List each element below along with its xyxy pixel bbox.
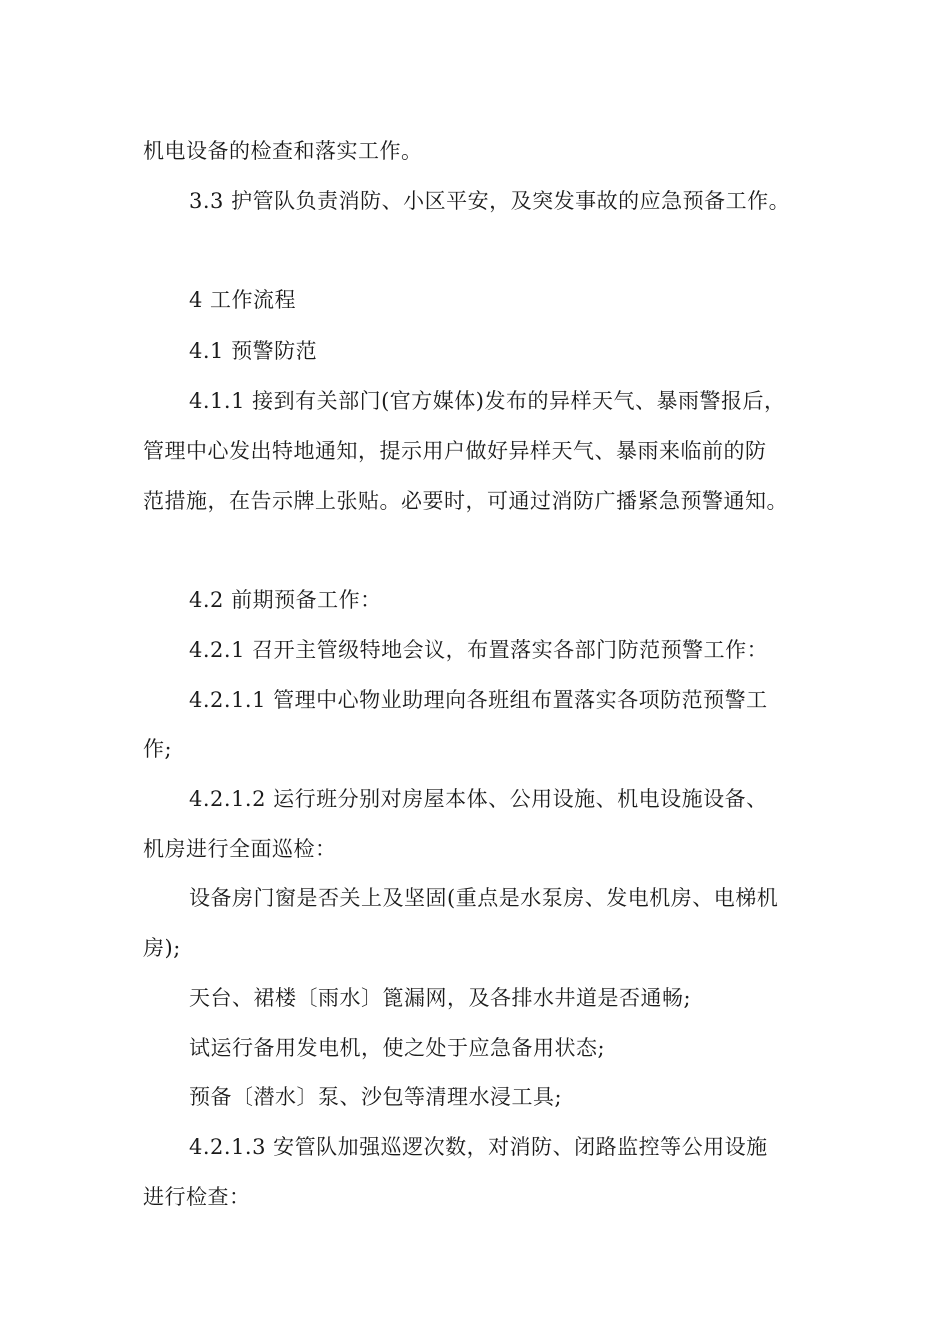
paragraph-line: 4.2.1.2 运行班分别对房屋本体、公用设施、机电设施设备、: [189, 787, 768, 811]
paragraph-line: 4.1.1 接到有关部门(官方媒体)发布的异样天气、暴雨警报后，: [189, 389, 786, 413]
paragraph-line: 4.2.1.3 安管队加强巡逻次数，对消防、闭路监控等公用设施: [189, 1135, 768, 1159]
section-heading: 4 工作流程: [189, 288, 297, 312]
paragraph-line: 管理中心发出特地通知，提示用户做好异样天气、暴雨来临前的防: [143, 439, 767, 463]
paragraph-line: 4.2.1 召开主管级特地会议，布置落实各部门防范预警工作：: [189, 638, 769, 662]
paragraph-line: 进行检查：: [143, 1185, 251, 1209]
paragraph-line: 房);: [143, 936, 181, 960]
paragraph-line: 试运行备用发电机，使之处于应急备用状态;: [189, 1036, 606, 1060]
paragraph-line: 预备〔潜水〕泵、沙包等清理水浸工具;: [189, 1085, 563, 1109]
paragraph-line: 天台、裙楼〔雨水〕篦漏网，及各排水井道是否通畅;: [189, 986, 692, 1010]
paragraph-line: 机房进行全面巡检：: [143, 837, 337, 861]
paragraph-line: 范措施，在告示牌上张贴。必要时，可通过消防广播紧急预警通知。: [143, 489, 788, 513]
paragraph-line: 3.3 护管队负责消防、小区平安，及突发事故的应急预备工作。: [189, 189, 791, 213]
subsection-heading: 4.2 前期预备工作：: [189, 588, 382, 612]
paragraph-line: 4.2.1.1 管理中心物业助理向各班组布置落实各项防范预警工: [189, 688, 768, 712]
paragraph-line: 作;: [143, 737, 173, 761]
paragraph-line: 机电设备的检查和落实工作。: [143, 139, 423, 163]
subsection-heading: 4.1 预警防范: [189, 339, 318, 363]
paragraph-line: 设备房门窗是否关上及坚固(重点是水泵房、发电机房、电梯机: [189, 886, 779, 910]
